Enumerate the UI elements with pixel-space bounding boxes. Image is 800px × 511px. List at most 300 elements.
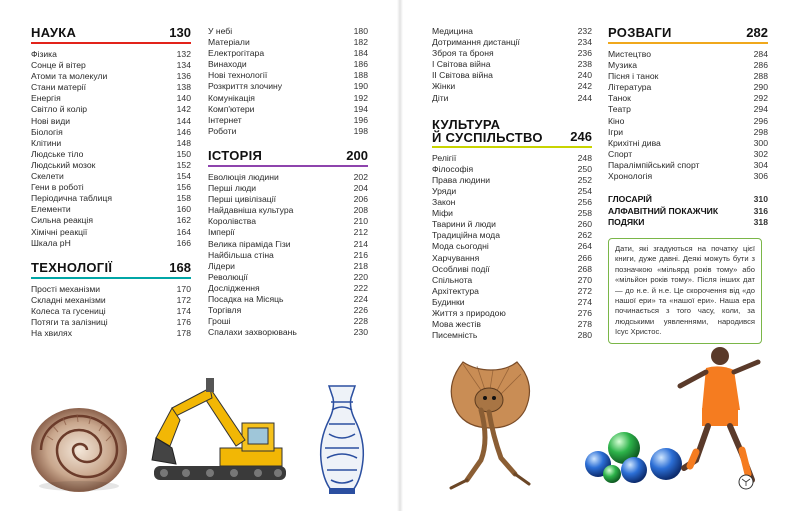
- toc-entry[interactable]: [208, 316, 368, 327]
- toc-entry-label: Спалахи захворювань: [208, 327, 297, 338]
- toc-entry-label: Елементи: [31, 204, 71, 215]
- toc-entry-page: 304: [753, 159, 768, 170]
- toc-entry-label: Мова жестів: [432, 319, 481, 330]
- toc-entry-label: Людський мозок: [31, 159, 96, 170]
- toc-entry-page: 136: [176, 71, 191, 82]
- toc-entry-label: Електрогітара: [208, 48, 265, 59]
- section-page: 246: [570, 128, 592, 144]
- toc-entry-page: 274: [577, 296, 592, 307]
- toc-entry-page: 204: [353, 183, 368, 194]
- section-title-line2: Й СУСПІЛЬСТВО: [432, 129, 543, 145]
- toc-entry-label: Танок: [608, 93, 631, 104]
- toc-entry-page: 226: [353, 305, 368, 316]
- section-title: ІСТОРІЯ: [208, 147, 263, 163]
- toc-entry-label: Література: [608, 82, 652, 93]
- toc-entry-label: Будинки: [432, 296, 465, 307]
- toc-entry[interactable]: [31, 295, 191, 306]
- section-page: 200: [346, 147, 368, 163]
- toc-entry-page: 180: [353, 26, 368, 36]
- toc-entry-label: Спорт: [608, 148, 633, 159]
- toc-entry[interactable]: [31, 127, 191, 138]
- toc-entry-label: Роботи: [208, 125, 237, 136]
- toc-entry-page: 286: [753, 60, 768, 71]
- toc-entry-label: Дослідження: [208, 282, 260, 293]
- toc-entry-label: Спільнота: [432, 274, 473, 285]
- toc-entry-page: 236: [577, 48, 592, 59]
- toc-entry-page: 288: [753, 71, 768, 82]
- toc-entry[interactable]: [208, 194, 368, 205]
- toc-entry[interactable]: [432, 81, 592, 92]
- toc-entry-label: Еволюція людини: [208, 171, 279, 182]
- toc-entry[interactable]: [608, 206, 768, 217]
- toc-entry-label: ІІ Світова війна: [432, 70, 493, 81]
- toc-entry-page: 244: [577, 92, 592, 103]
- section-title: ТЕХНОЛОГІЇ: [31, 259, 113, 275]
- toc-entry-page: 212: [353, 227, 368, 238]
- toc-entry-page: 248: [577, 152, 592, 163]
- toc-entry-label: Жінки: [432, 81, 456, 92]
- section-header-istoriia[interactable]: [208, 149, 368, 167]
- toc-entry[interactable]: [31, 227, 191, 238]
- toc-entry[interactable]: [208, 126, 368, 137]
- toc-entry-page: 264: [577, 241, 592, 252]
- toc-entry-label: Посадка на Місяць: [208, 293, 284, 304]
- toc-entry-page: 294: [753, 104, 768, 115]
- toc-entry-page: 142: [176, 104, 191, 115]
- toc-entry[interactable]: [31, 182, 191, 193]
- toc-entry-label: Комунікація: [208, 92, 255, 103]
- toc-entry-page: 150: [176, 148, 191, 159]
- toc-entry-label: Права людини: [432, 174, 491, 185]
- toc-entry-page: 134: [176, 60, 191, 71]
- toc-entry-label: Розкриття злочину: [208, 81, 283, 92]
- toc-list: [208, 172, 368, 338]
- toc-entry-page: 162: [176, 215, 191, 226]
- toc-entry-label: Нові види: [31, 115, 71, 126]
- toc-entry-label: На хвилях: [31, 328, 73, 339]
- toc-entry[interactable]: [31, 328, 191, 339]
- toc-entry[interactable]: [432, 297, 592, 308]
- toc-entry-label: Перші люди: [208, 183, 257, 194]
- toc-entry[interactable]: [608, 171, 768, 182]
- toc-entry-label: Енергія: [31, 93, 61, 104]
- toc-entry[interactable]: [608, 93, 768, 104]
- toc-entry-label: Винаходи: [208, 59, 247, 70]
- toc-entry[interactable]: [608, 116, 768, 127]
- toc-entry-label: Гроші: [208, 316, 231, 327]
- toc-entry[interactable]: [208, 261, 368, 272]
- toc-entry-label: Театр: [608, 104, 631, 115]
- toc-entry-page: 146: [176, 126, 191, 137]
- toc-entry-label: Сильна реакція: [31, 215, 93, 226]
- toc-entry-page: 262: [577, 230, 592, 241]
- toc-entry[interactable]: [208, 48, 368, 59]
- toc-entry-label: Традиційна мода: [432, 230, 500, 241]
- toc-entry[interactable]: [208, 305, 368, 316]
- toc-entry-page: 240: [577, 70, 592, 81]
- excavator-image: [150, 368, 290, 488]
- toc-list: [208, 26, 368, 137]
- toc-entry-page: 270: [577, 274, 592, 285]
- toc-entry-label: Архітектура: [432, 285, 479, 296]
- toc-entry-label: Фізика: [31, 49, 57, 59]
- section-kultura: [432, 118, 592, 342]
- toc-entry[interactable]: [208, 216, 368, 227]
- toc-entry-label: Музика: [608, 60, 638, 71]
- toc-entry-label: Клітини: [31, 137, 62, 148]
- toc-entry[interactable]: [31, 138, 191, 149]
- toc-entry-label: Лідери: [208, 260, 235, 271]
- toc-entry-label: Світло й колір: [31, 104, 88, 115]
- toc-column-3: [432, 26, 592, 353]
- toc-entry-label: Міфи: [432, 208, 453, 219]
- toc-entry-label: Матеріали: [208, 37, 250, 48]
- toc-entry-page: 164: [176, 226, 191, 237]
- toc-entry[interactable]: [31, 193, 191, 204]
- toc-entry[interactable]: [432, 308, 592, 319]
- section-rozvahy: [608, 26, 768, 182]
- toc-entry[interactable]: [432, 70, 592, 81]
- section-istoriia-continued: [432, 26, 592, 104]
- toc-entry-page: 208: [353, 205, 368, 216]
- toc-entry[interactable]: [608, 149, 768, 160]
- toc-entry[interactable]: [208, 81, 368, 92]
- seashell-image: [27, 396, 131, 496]
- toc-entry-page: 234: [577, 37, 592, 48]
- toc-entry[interactable]: [208, 250, 368, 261]
- toc-entry-page: 256: [577, 197, 592, 208]
- toc-entry-page: 176: [176, 316, 191, 327]
- toc-entry[interactable]: [31, 104, 191, 115]
- toc-entry-page: 188: [353, 70, 368, 81]
- toc-entry-page: 166: [176, 237, 191, 248]
- football-player-image: [662, 342, 772, 492]
- toc-entry-page: 216: [353, 249, 368, 260]
- toc-entry[interactable]: [208, 37, 368, 48]
- toc-entry-label: Діти: [432, 92, 449, 103]
- toc-entry[interactable]: [31, 60, 191, 71]
- toc-entry[interactable]: [208, 172, 368, 183]
- section-title: РОЗВАГИ: [608, 25, 672, 40]
- toc-entry[interactable]: [432, 93, 592, 104]
- toc-entry[interactable]: [31, 49, 191, 60]
- toc-entry[interactable]: [608, 217, 768, 228]
- toc-entry-label: Тварини й люди: [432, 219, 496, 230]
- toc-entry-label: Прості механізми: [31, 283, 101, 294]
- toc-entry-label: Хімічні реакції: [31, 226, 88, 237]
- toc-entry-page: 202: [353, 171, 368, 182]
- section-nauka-continued: [208, 26, 368, 137]
- toc-entry-label: ГЛОСАРІЙ: [608, 194, 652, 205]
- toc-entry-label: Особливі події: [432, 263, 490, 274]
- toc-entry[interactable]: [208, 227, 368, 238]
- toc-entry[interactable]: [31, 215, 191, 226]
- toc-entry-label: Скелети: [31, 171, 64, 182]
- toc-entry-label: Писемність: [432, 330, 478, 341]
- toc-entry-label: Релігії: [432, 152, 457, 163]
- toc-entry-page: 160: [176, 204, 191, 215]
- toc-entry[interactable]: [432, 197, 592, 208]
- toc-entry-page: 292: [753, 93, 768, 104]
- toc-entry[interactable]: [432, 175, 592, 186]
- toc-entry[interactable]: [432, 241, 592, 252]
- toc-entry-label: Революції: [208, 271, 248, 282]
- toc-list: [31, 49, 191, 249]
- toc-entry-page: 284: [753, 49, 768, 59]
- toc-entry-page: 138: [176, 82, 191, 93]
- toc-list: [31, 284, 191, 339]
- toc-entry-page: 260: [577, 219, 592, 230]
- toc-entry-label: Потяги та залізниці: [31, 316, 108, 327]
- toc-entry-label: АЛФАВІТНИЙ ПОКАЖЧИК: [608, 205, 719, 216]
- toc-list: [608, 194, 768, 228]
- toc-entry-label: Харчування: [432, 252, 480, 263]
- toc-entry[interactable]: [208, 115, 368, 126]
- toc-entry-label: Кіно: [608, 115, 625, 126]
- toc-entry-label: Крихітні дива: [608, 137, 661, 148]
- section-back-matter: [608, 194, 768, 228]
- section-title: НАУКА: [31, 25, 77, 40]
- toc-entry-page: 268: [577, 263, 592, 274]
- toc-column-2: [208, 26, 368, 350]
- toc-entry-label: Уряди: [432, 185, 457, 196]
- toc-entry[interactable]: [432, 219, 592, 230]
- toc-entry-label: Паралімпійський спорт: [608, 159, 700, 170]
- toc-entry-page: 214: [353, 238, 368, 249]
- toc-entry[interactable]: [608, 194, 768, 205]
- toc-entry-label: Мода сьогодні: [432, 241, 489, 252]
- toc-entry-page: 276: [577, 307, 592, 318]
- toc-entry-label: Перші цивілізації: [208, 194, 276, 205]
- toc-entry[interactable]: [608, 60, 768, 71]
- toc-entry-label: Пісня і танок: [608, 71, 659, 82]
- toc-entry-label: Велика піраміда Гізи: [208, 238, 291, 249]
- section-page: 130: [169, 25, 191, 40]
- toc-entry[interactable]: [31, 238, 191, 249]
- toc-entry[interactable]: [31, 171, 191, 182]
- toc-entry-page: 250: [577, 163, 592, 174]
- toc-entry[interactable]: [31, 306, 191, 317]
- toc-entry[interactable]: [432, 253, 592, 264]
- section-istoriia: [208, 149, 368, 338]
- toc-entry-label: Дотримання дистанції: [432, 37, 520, 48]
- toc-entry[interactable]: [31, 284, 191, 295]
- section-title-line1: КУЛЬТУРА: [432, 116, 501, 132]
- toc-entry[interactable]: [432, 153, 592, 164]
- toc-entry[interactable]: [432, 275, 592, 286]
- toc-entry-label: Гени в роботі: [31, 182, 84, 193]
- toc-entry[interactable]: [432, 319, 592, 330]
- toc-entry[interactable]: [208, 327, 368, 338]
- toc-entry-label: Найбільша стіна: [208, 249, 274, 260]
- toc-entry[interactable]: [31, 317, 191, 328]
- toc-entry-page: 252: [577, 174, 592, 185]
- toc-entry[interactable]: [432, 59, 592, 70]
- toc-entry-page: 230: [353, 327, 368, 338]
- toc-entry-page: 272: [577, 285, 592, 296]
- toc-entry[interactable]: [208, 183, 368, 194]
- book-gutter: [397, 0, 403, 511]
- toc-entry-label: ПОДЯКИ: [608, 216, 645, 227]
- toc-entry[interactable]: [208, 70, 368, 81]
- toc-entry-page: 154: [176, 171, 191, 182]
- toc-entry-page: 306: [753, 171, 768, 182]
- toc-entry-label: Біологія: [31, 126, 63, 137]
- toc-entry-page: 242: [577, 81, 592, 92]
- toc-column-4: [608, 26, 768, 240]
- toc-entry-page: 224: [353, 293, 368, 304]
- toc-entry[interactable]: [208, 272, 368, 283]
- toc-entry-page: 278: [577, 319, 592, 330]
- toc-entry[interactable]: [432, 48, 592, 59]
- toc-entry-label: Філософія: [432, 163, 474, 174]
- toc-entry[interactable]: [432, 330, 592, 341]
- toc-entry[interactable]: [208, 205, 368, 216]
- toc-entry-label: Інтернет: [208, 114, 242, 125]
- toc-entry-label: Торгівля: [208, 305, 242, 316]
- toc-entry-label: Складні механізми: [31, 294, 106, 305]
- section-tekhnolohii: [31, 261, 191, 339]
- toc-entry-label: Шкала pH: [31, 237, 71, 248]
- toc-entry-page: 174: [176, 305, 191, 316]
- toc-entry-page: 316: [753, 205, 768, 216]
- toc-entry-page: 184: [353, 48, 368, 59]
- toc-entry-page: 218: [353, 260, 368, 271]
- toc-entry-page: 290: [753, 82, 768, 93]
- toc-list: [608, 49, 768, 182]
- toc-entry[interactable]: [432, 186, 592, 197]
- toc-entry-page: 298: [753, 126, 768, 137]
- toc-entry-label: Нові технології: [208, 70, 268, 81]
- toc-entry-page: 192: [353, 92, 368, 103]
- toc-entry-label: Людське тіло: [31, 148, 84, 159]
- frilled-lizard-image: [433, 352, 543, 492]
- toc-list: [432, 26, 592, 104]
- toc-entry-label: Королівства: [208, 216, 257, 227]
- section-nauka: [31, 26, 191, 249]
- toc-entry[interactable]: [608, 49, 768, 60]
- toc-entry-label: Комп'ютери: [208, 103, 255, 114]
- toc-entry[interactable]: [31, 93, 191, 104]
- toc-entry-label: Періодична таблиця: [31, 193, 112, 204]
- toc-entry[interactable]: [432, 26, 592, 37]
- toc-entry[interactable]: [31, 149, 191, 160]
- section-page: 282: [746, 25, 768, 40]
- toc-entry-label: Життя з природою: [432, 307, 506, 318]
- toc-entry[interactable]: [208, 239, 368, 250]
- toc-entry[interactable]: [432, 164, 592, 175]
- toc-entry[interactable]: [432, 230, 592, 241]
- section-header-kultura[interactable]: [432, 118, 592, 148]
- toc-entry-page: 148: [176, 137, 191, 148]
- section-header-nauka[interactable]: [31, 26, 191, 44]
- toc-entry-label: Медицина: [432, 26, 473, 36]
- toc-entry[interactable]: [208, 93, 368, 104]
- toc-entry-page: 132: [176, 49, 191, 59]
- toc-entry-page: 238: [577, 59, 592, 70]
- toc-entry-label: Колеса та гусениці: [31, 305, 106, 316]
- toc-entry-label: Закон: [432, 197, 456, 208]
- toc-entry[interactable]: [208, 283, 368, 294]
- toc-entry[interactable]: [608, 138, 768, 149]
- toc-entry[interactable]: [432, 37, 592, 48]
- toc-entry-page: 190: [353, 81, 368, 92]
- toc-entry-label: Найдавніша культура: [208, 205, 294, 216]
- toc-entry-page: 220: [353, 271, 368, 282]
- toc-entry-label: Сонце й вітер: [31, 60, 86, 71]
- toc-entry-page: 228: [353, 316, 368, 327]
- toc-entry[interactable]: [608, 71, 768, 82]
- section-header-tekhnolohii[interactable]: [31, 261, 191, 279]
- toc-entry-page: 254: [577, 185, 592, 196]
- toc-entry-page: 156: [176, 182, 191, 193]
- toc-entry[interactable]: [608, 82, 768, 93]
- toc-entry[interactable]: [608, 127, 768, 138]
- toc-entry[interactable]: [31, 204, 191, 215]
- toc-entry-page: 280: [577, 330, 592, 341]
- toc-entry-page: 310: [753, 194, 768, 205]
- toc-entry-page: 186: [353, 59, 368, 70]
- toc-entry-page: 172: [176, 294, 191, 305]
- toc-entry[interactable]: [608, 104, 768, 115]
- toc-entry-page: 210: [353, 216, 368, 227]
- toc-entry[interactable]: [31, 82, 191, 93]
- toc-entry-page: 258: [577, 208, 592, 219]
- toc-entry-label: І Світова війна: [432, 59, 491, 70]
- toc-entry[interactable]: [208, 26, 368, 37]
- toc-entry-page: 222: [353, 282, 368, 293]
- toc-entry-page: 266: [577, 252, 592, 263]
- toc-entry-label: У небі: [208, 26, 233, 36]
- toc-entry[interactable]: [208, 294, 368, 305]
- toc-entry[interactable]: [608, 160, 768, 171]
- toc-entry[interactable]: [432, 208, 592, 219]
- blue-vase-image: [317, 384, 367, 496]
- section-header-rozvahy[interactable]: [608, 26, 768, 44]
- toc-entry-page: 196: [353, 114, 368, 125]
- toc-entry-page: 206: [353, 194, 368, 205]
- toc-entry-page: 144: [176, 115, 191, 126]
- toc-entry[interactable]: [31, 160, 191, 171]
- toc-entry[interactable]: [208, 59, 368, 70]
- toc-entry-page: 318: [753, 216, 768, 227]
- toc-entry-label: Атоми та молекули: [31, 71, 108, 82]
- toc-entry-page: 198: [353, 125, 368, 136]
- section-page: 168: [169, 259, 191, 275]
- toc-entry-label: Імперії: [208, 227, 235, 238]
- toc-entry-label: Зброя та броня: [432, 48, 494, 59]
- toc-entry-page: 232: [577, 26, 592, 36]
- toc-entry[interactable]: [31, 116, 191, 127]
- toc-entry[interactable]: [208, 104, 368, 115]
- toc-entry[interactable]: [31, 71, 191, 82]
- toc-entry-page: 158: [176, 193, 191, 204]
- toc-entry[interactable]: [432, 286, 592, 297]
- toc-list: [432, 153, 592, 342]
- toc-column-1: [31, 26, 191, 351]
- toc-entry-page: 178: [176, 328, 191, 339]
- toc-entry-label: Хронологія: [608, 171, 653, 182]
- toc-entry-page: 182: [353, 37, 368, 48]
- toc-entry-page: 170: [176, 283, 191, 294]
- toc-entry-page: 296: [753, 115, 768, 126]
- toc-entry-page: 300: [753, 137, 768, 148]
- toc-entry-label: Ігри: [608, 126, 624, 137]
- toc-entry-page: 302: [753, 148, 768, 159]
- toc-entry-page: 194: [353, 103, 368, 114]
- dates-note-box: Дати, які згадуються на початку цієї книги, дуже давні. Деякі можуть бути з позначкою «мільярд років тому» або «мільйон років тому». Після інших дат — до н.е. й н.е. Це скорочення від «до нашої ери» та «нашої ери». Наша ера починається з того часу, коли, за людськими уявленнями, народився Ісус Христос.: [608, 238, 762, 344]
- toc-entry[interactable]: [432, 264, 592, 275]
